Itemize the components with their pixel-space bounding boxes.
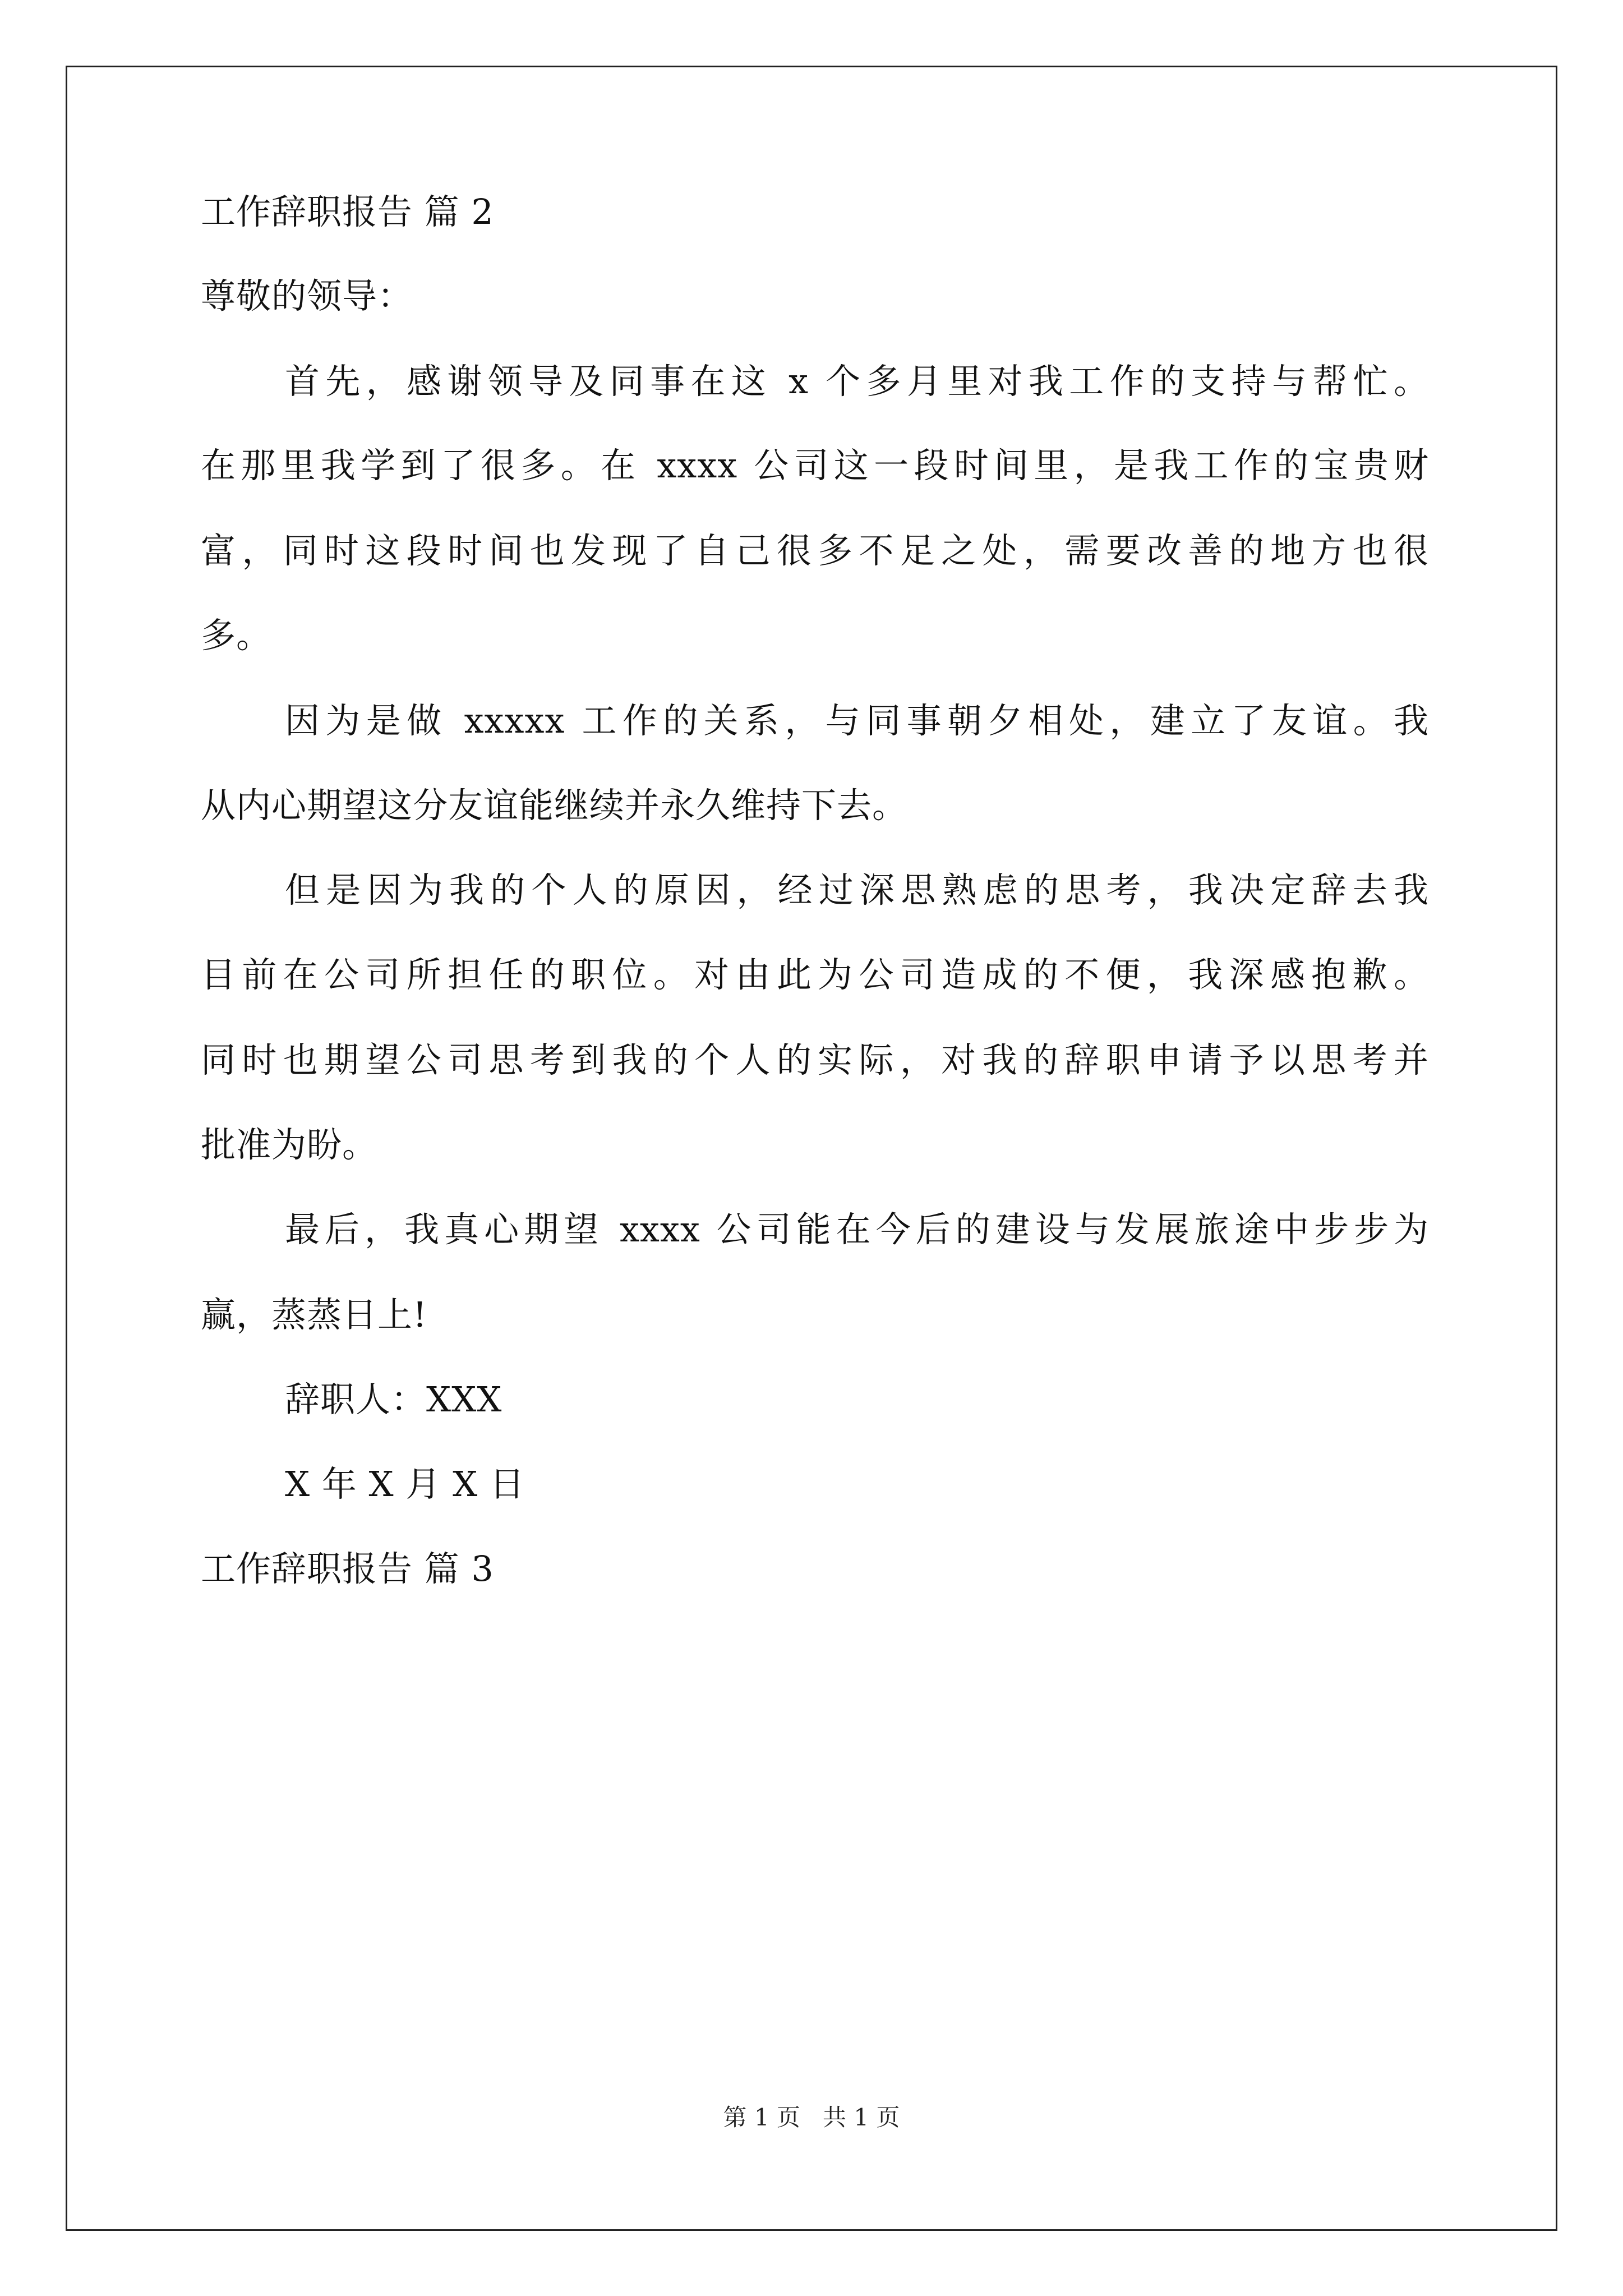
section-heading: 工作辞职报告 篇 2 xyxy=(201,191,494,232)
signature-line: 辞职人：XXX xyxy=(285,1379,502,1420)
date-line: X 年 X 月 X 日 xyxy=(285,1464,525,1504)
paragraph-line: 同时也期望公司思考到我的个人的实际，对我的辞职申请予以思考并 xyxy=(201,1039,1429,1080)
page-footer: 第 1 页 共 1 页 xyxy=(723,2104,900,2131)
paragraph-line: 首先，感谢领导及同事在这 x 个多月里对我工作的支持与帮忙。 xyxy=(285,361,1429,402)
paragraph-line: 目前在公司所担任的职位。对由此为公司造成的不便，我深感抱歉。 xyxy=(201,954,1429,995)
paragraph-line: 因为是做 xxxxx 工作的关系，与同事朝夕相处，建立了友谊。我 xyxy=(285,700,1429,741)
paragraph-line: 最后，我真心期望 xxxx 公司能在今后的建设与发展旅途中步步为 xyxy=(285,1209,1429,1250)
paragraph-line: 但是因为我的个人的原因，经过深思熟虑的思考，我决定辞去我 xyxy=(285,869,1429,910)
paragraph-line: 在那里我学到了很多。在 xxxx 公司这一段时间里，是我工作的宝贵财 xyxy=(201,445,1429,486)
paragraph-line: 批准为盼。 xyxy=(201,1124,378,1165)
salutation: 尊敬的领导： xyxy=(201,275,413,316)
section-heading: 工作辞职报告 篇 3 xyxy=(201,1548,494,1589)
paragraph-line: 赢，蒸蒸日上! xyxy=(201,1294,427,1335)
paragraph-line: 富，同时这段时间也发现了自己很多不足之处，需要改善的地方也很 xyxy=(201,530,1429,571)
paragraph-line: 从内心期望这分友谊能继续并永久维持下去。 xyxy=(201,785,908,826)
paragraph-line: 多。 xyxy=(201,615,272,656)
